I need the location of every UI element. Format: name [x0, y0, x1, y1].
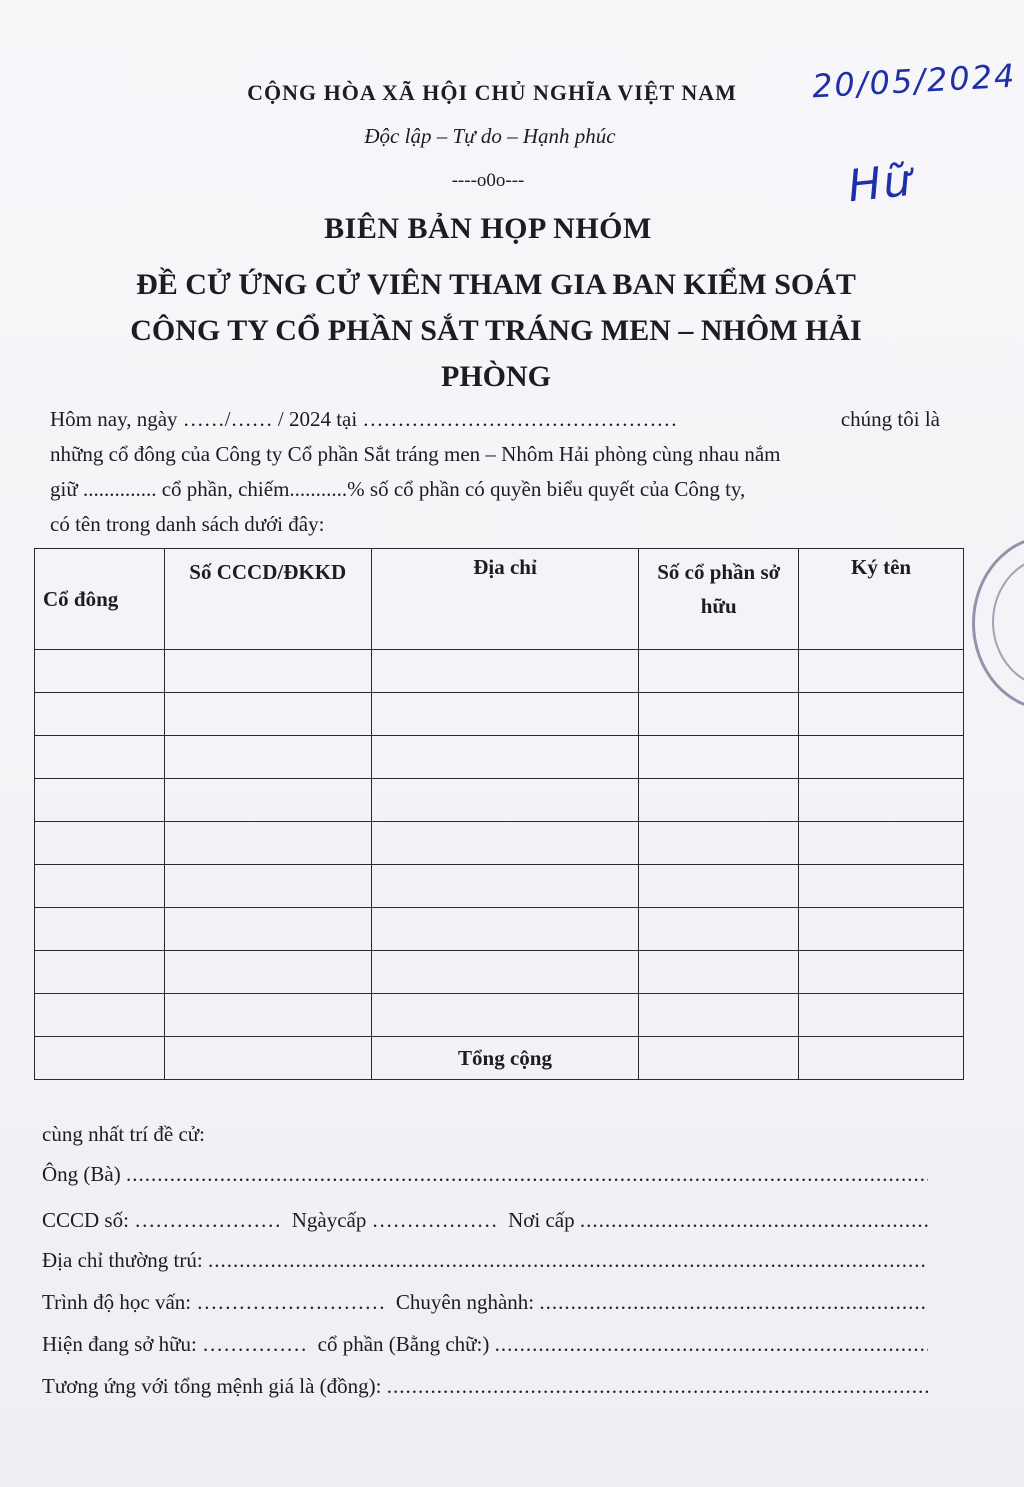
name-label: Ông (Bà) — [42, 1162, 121, 1186]
table-cell[interactable] — [164, 865, 371, 908]
intro-line-2: những cổ đông của Công ty Cổ phần Sắt tráng men – Nhôm Hải phòng cùng nhau nắm — [50, 442, 781, 466]
table-cell[interactable] — [371, 693, 639, 736]
table-cell[interactable] — [164, 779, 371, 822]
form-row-par-value — [42, 1374, 928, 1399]
shares-label: Hiện đang sở hữu: …………… — [42, 1332, 308, 1356]
column-header: Số CCCD/ĐKKD — [164, 549, 371, 650]
par-value-label: Tương ứng với tổng mệnh giá là (đồng): — [42, 1374, 382, 1398]
issue-place-field[interactable] — [580, 1208, 928, 1233]
table-cell[interactable] — [164, 908, 371, 951]
table-cell[interactable] — [799, 865, 964, 908]
table-cell[interactable] — [371, 994, 639, 1037]
form-row-education — [42, 1290, 928, 1315]
motto: Độc lập – Tự do – Hạnh phúc — [364, 124, 616, 148]
table-cell[interactable] — [371, 951, 639, 994]
form-row-address — [42, 1248, 928, 1273]
form-intro-row — [42, 1122, 928, 1147]
table-cell[interactable] — [371, 865, 639, 908]
table-row — [35, 908, 964, 951]
id-label: CCCD số: ………………… — [42, 1208, 282, 1232]
intro-line-4: có tên trong danh sách dưới đây: — [50, 512, 325, 536]
table-cell[interactable] — [371, 822, 639, 865]
table-cell[interactable] — [639, 650, 799, 693]
shareholder-table — [34, 548, 964, 1080]
name-field[interactable] — [126, 1162, 928, 1187]
major-label: Chuyên nghành: — [395, 1290, 535, 1314]
table-cell[interactable] — [799, 736, 964, 779]
shares-words-label: cổ phần (Bằng chữ:) — [317, 1332, 490, 1356]
document-subtitle — [0, 262, 996, 400]
document-title: BIÊN BẢN HỌP NHÓM — [324, 212, 652, 245]
table-cell[interactable] — [639, 736, 799, 779]
intro-line-3: giữ .............. cổ phần, chiếm...........% số cổ phần có quyền biểu quyết của Công ty, — [50, 477, 746, 501]
table-cell[interactable] — [35, 1037, 165, 1080]
table-cell[interactable] — [35, 908, 165, 951]
table-cell[interactable] — [799, 822, 964, 865]
table-cell[interactable] — [371, 908, 639, 951]
table-cell[interactable] — [639, 1037, 799, 1080]
table-cell[interactable] — [164, 822, 371, 865]
subtitle-line: PHÒNG — [441, 360, 551, 393]
table-cell[interactable] — [799, 994, 964, 1037]
shares-words-field[interactable] — [495, 1332, 928, 1357]
table-cell[interactable] — [164, 693, 371, 736]
table-cell[interactable] — [799, 908, 964, 951]
table-cell[interactable] — [799, 693, 964, 736]
table-row — [35, 779, 964, 822]
intro-line-1-left: Hôm nay, ngày ……/…… / 2024 tại ……………………………………… — [50, 407, 678, 431]
table-row — [35, 951, 964, 994]
table-cell[interactable] — [639, 951, 799, 994]
column-header: Địa chỉ — [371, 549, 639, 650]
column-header: Số cổ phần sở hữu — [639, 549, 799, 650]
column-header: Ký tên — [799, 549, 964, 650]
table-cell[interactable] — [35, 994, 165, 1037]
education-label: Trình độ học vấn: ……………………… — [42, 1290, 386, 1314]
handwritten-signature: Hữ — [845, 154, 916, 213]
subtitle-line: ĐỀ CỬ ỨNG CỬ VIÊN THAM GIA BAN KIỂM SOÁT — [136, 268, 856, 301]
issue-date-label: Ngàycấp ……………… — [291, 1208, 498, 1232]
intro-line-1-right: chúng tôi là — [840, 407, 940, 431]
table-cell[interactable] — [639, 822, 799, 865]
par-value-field[interactable] — [387, 1374, 928, 1399]
table-cell[interactable] — [164, 736, 371, 779]
separator: ----o0o--- — [451, 170, 525, 191]
major-field[interactable] — [539, 1290, 928, 1315]
table-cell[interactable] — [35, 822, 165, 865]
table-cell[interactable] — [799, 650, 964, 693]
form-row-shares — [42, 1332, 928, 1357]
table-cell[interactable] — [35, 736, 165, 779]
table-cell[interactable] — [35, 693, 165, 736]
subtitle-line: CÔNG TY CỔ PHẦN SẮT TRÁNG MEN – NHÔM HẢI — [130, 314, 862, 347]
table-cell[interactable] — [639, 865, 799, 908]
table-row — [35, 650, 964, 693]
table-cell[interactable] — [164, 994, 371, 1037]
form-row-name — [42, 1162, 928, 1187]
table-cell[interactable] — [799, 951, 964, 994]
table-cell[interactable] — [35, 865, 165, 908]
intro-paragraph — [50, 402, 940, 542]
table-row — [35, 994, 964, 1037]
column-header: Cổ đông — [35, 549, 165, 650]
table-cell[interactable] — [639, 779, 799, 822]
table-cell[interactable] — [639, 693, 799, 736]
issue-place-label: Nơi cấp — [508, 1208, 575, 1232]
table-cell[interactable] — [371, 650, 639, 693]
table-cell[interactable] — [639, 908, 799, 951]
table-row — [35, 822, 964, 865]
table-cell[interactable] — [35, 650, 165, 693]
table-header-row — [35, 549, 964, 650]
table-cell[interactable] — [164, 650, 371, 693]
total-label: Tổng cộng — [371, 1037, 639, 1080]
table-cell[interactable] — [164, 951, 371, 994]
table-cell[interactable] — [371, 736, 639, 779]
form-intro: cùng nhất trí đề cử: — [42, 1122, 205, 1146]
table-cell[interactable] — [799, 1037, 964, 1080]
table-row — [35, 865, 964, 908]
table-cell[interactable] — [371, 779, 639, 822]
handwritten-date: 20/05/2024 — [811, 56, 1018, 106]
table-row — [35, 736, 964, 779]
table-cell[interactable] — [35, 779, 165, 822]
form-row-id — [42, 1208, 928, 1233]
table-cell[interactable] — [164, 1037, 371, 1080]
table-cell[interactable] — [639, 994, 799, 1037]
table-total-row — [35, 1037, 964, 1080]
country-header: CỘNG HÒA XÃ HỘI CHỦ NGHĨA VIỆT NAM — [247, 80, 737, 105]
address-label: Địa chỉ thường trú: — [42, 1248, 203, 1272]
table-row — [35, 693, 964, 736]
table-cell[interactable] — [799, 779, 964, 822]
table-cell[interactable] — [35, 951, 165, 994]
address-field[interactable] — [208, 1248, 928, 1273]
